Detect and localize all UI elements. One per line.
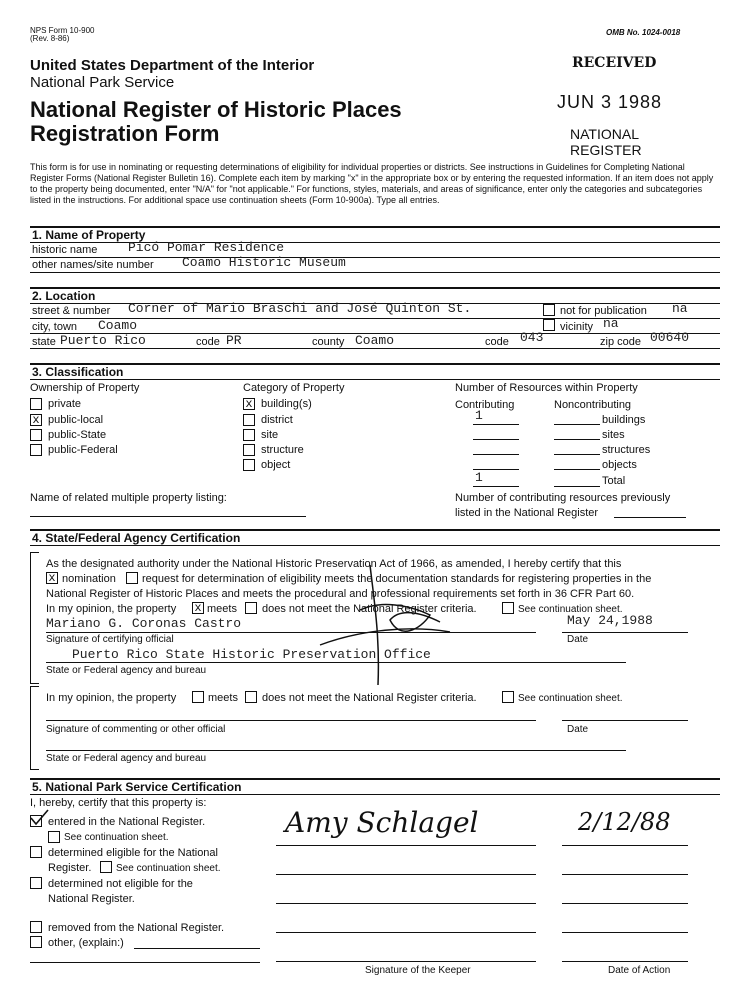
nomination-checkbox[interactable]: x: [46, 572, 58, 584]
stamp-register: REGISTER: [570, 142, 642, 158]
not-for-publication-label: not for publication: [560, 305, 647, 317]
keeper-signature: Amy Schlagel: [285, 806, 479, 839]
determined-not-eligible-label-2: National Register.: [48, 893, 135, 905]
category-site-checkbox[interactable]: [243, 429, 255, 441]
ownership-public-federal-checkbox[interactable]: [30, 444, 42, 456]
cert-text-line3: National Register of Historic Places and meets the procedural and professional requirements set forth in 36 CFR Part 60.: [46, 588, 635, 600]
vicinity-label: vicinity: [560, 321, 594, 333]
ownership-public-federal-label: public-Federal: [48, 444, 118, 456]
zip-value: 00640: [650, 330, 690, 345]
street-label: street & number: [32, 305, 111, 317]
category-object-checkbox[interactable]: [243, 459, 255, 471]
other-names-label: other names/site number: [32, 259, 154, 271]
county-code-label: code: [485, 336, 509, 348]
omb-number: OMB No. 1024-0018: [606, 28, 681, 37]
does-not-meet-checkbox[interactable]: [245, 602, 257, 614]
determined-not-eligible-label-1: determined not eligible for the: [48, 878, 193, 890]
determined-eligible-label-2: Register.: [48, 862, 92, 874]
form-rev: (Rev. 8-86): [30, 34, 70, 43]
keeper-signature-label: Signature of the Keeper: [365, 965, 471, 976]
resource-structures-label: structures: [602, 444, 651, 456]
commenting-continuation-checkbox[interactable]: [502, 691, 514, 703]
meets-checkbox[interactable]: x: [192, 602, 204, 614]
commenting-meets-label: meets: [208, 692, 238, 704]
determined-eligible-label-1: determined eligible for the National: [48, 847, 218, 859]
resource-sites-label: sites: [602, 429, 625, 441]
removed-checkbox[interactable]: [30, 921, 42, 933]
category-heading: Category of Property: [243, 382, 345, 394]
continuation-sheet-checkbox[interactable]: [502, 602, 514, 614]
previously-listed-label-1: Number of contributing resources previously: [455, 492, 671, 504]
category-site-label: site: [261, 429, 279, 441]
cert-text-line2: request for determination of eligibility meets the documentation standards for registering properties in the: [142, 573, 652, 585]
ownership-heading: Ownership of Property: [30, 382, 140, 394]
section-1-title: 1. Name of Property: [32, 228, 146, 242]
other-label: other, (explain:): [48, 937, 124, 949]
noncontributing-heading: Noncontributing: [554, 399, 632, 411]
certifying-bureau-label: State or Federal agency and bureau: [46, 665, 207, 676]
commenting-bureau-label: State or Federal agency and bureau: [46, 753, 207, 764]
historic-name-label: historic name: [32, 244, 98, 256]
ownership-public-state-checkbox[interactable]: [30, 429, 42, 441]
category-structure-label: structure: [261, 444, 304, 456]
form-title-line2: Registration Form: [30, 121, 220, 146]
section-3-title: 3. Classification: [32, 365, 124, 379]
agency: National Park Service: [30, 74, 175, 91]
ownership-private-label: private: [48, 398, 82, 410]
commenting-does-not-meet-label: does not meet the National Register criteria.: [262, 692, 477, 704]
historic-name-value: Picó Pomar Residence: [128, 240, 285, 255]
section-4-title: 4. State/Federal Agency Certification: [32, 531, 241, 545]
certifying-bureau-value: Puerto Rico State Historic Preservation Office: [72, 647, 431, 662]
not-for-publication-checkbox[interactable]: [543, 304, 555, 316]
stamp-national: NATIONAL: [570, 126, 639, 142]
category-object-label: object: [261, 459, 291, 471]
city-label: city, town: [32, 321, 78, 333]
form-id: NPS Form 10-900: [30, 26, 95, 35]
cert-text-line1: As the designated authority under the National Historic Preservation Act of 1966, as amended, I hereby certify that this: [46, 558, 622, 570]
determined-eligible-checkbox[interactable]: [30, 846, 42, 858]
commenting-meets-checkbox[interactable]: [192, 691, 204, 703]
resource-objects-label: objects: [602, 459, 637, 471]
commenting-opinion-label: In my opinion, the property: [46, 692, 177, 704]
other-names-value: Coamo Historic Museum: [182, 255, 346, 270]
section-5-title: 5. National Park Service Certification: [32, 780, 242, 794]
category-structure-checkbox[interactable]: [243, 444, 255, 456]
eligible-continuation-label: See continuation sheet.: [116, 863, 221, 874]
ownership-public-state-label: public-State: [48, 429, 107, 441]
commenting-continuation-label: See continuation sheet.: [518, 693, 623, 704]
state-value: Puerto Rico: [60, 333, 146, 348]
category-building-checkbox[interactable]: x: [243, 398, 255, 410]
vicinity-value: na: [603, 316, 619, 331]
does-not-meet-label: does not meet the National Register criteria.: [262, 603, 477, 615]
opinion-label: In my opinion, the property: [46, 603, 177, 615]
certifying-official-name: Mariano G. Coronas Castro: [46, 616, 242, 631]
date-of-action-label: Date of Action: [608, 965, 671, 976]
not-for-publication-value: na: [672, 301, 688, 316]
previously-listed-label-2: listed in the National Register: [455, 507, 599, 519]
determination-checkbox[interactable]: [126, 572, 138, 584]
removed-label: removed from the National Register.: [48, 922, 225, 934]
certifying-date-value: May 24,1988: [567, 613, 653, 628]
contributing-buildings-value: 1: [475, 408, 483, 423]
ownership-private-checkbox[interactable]: [30, 398, 42, 410]
resources-heading: Number of Resources within Property: [455, 382, 638, 394]
state-code-value: PR: [226, 333, 242, 348]
resource-buildings-label: buildings: [602, 414, 646, 426]
checkmark-icon: [28, 808, 50, 828]
category-district-checkbox[interactable]: [243, 414, 255, 426]
other-checkbox[interactable]: [30, 936, 42, 948]
zip-label: zip code: [600, 336, 641, 348]
county-value: Coamo: [355, 333, 395, 348]
eligible-continuation-checkbox[interactable]: [100, 861, 112, 873]
resource-total-label: Total: [602, 475, 626, 487]
contributing-heading: Contributing: [455, 399, 515, 411]
state-label: state: [32, 336, 56, 348]
certifying-signature-drawing: [300, 560, 470, 690]
keeper-date: 2/12/88: [578, 808, 671, 836]
city-value: Coamo: [98, 318, 138, 333]
ownership-public-local-checkbox[interactable]: x: [30, 414, 42, 426]
ownership-public-local-label: public-local: [48, 414, 104, 426]
entered-continuation-checkbox[interactable]: [48, 831, 60, 843]
stamp-date: JUN 3 1988: [557, 92, 663, 112]
vicinity-checkbox[interactable]: [543, 319, 555, 331]
stamp-received: RECEIVED: [572, 55, 657, 71]
category-building-label: building(s): [261, 398, 312, 410]
commenting-date-label: Date: [567, 724, 589, 735]
state-code-label: code: [196, 336, 220, 348]
form-title-line1: National Register of Historic Places: [30, 97, 402, 122]
meets-label: meets: [207, 603, 237, 615]
multiple-property-label: Name of related multiple property listing:: [30, 492, 227, 504]
determined-not-eligible-checkbox[interactable]: [30, 877, 42, 889]
certifying-signature-label: Signature of certifying official: [46, 634, 174, 645]
commenting-does-not-meet-checkbox[interactable]: [245, 691, 257, 703]
nomination-label: nomination: [62, 573, 116, 585]
entered-label: entered in the National Register.: [48, 816, 206, 828]
county-label: county: [312, 336, 345, 348]
street-value: Corner of Mario Braschi and José Quinton St.: [128, 301, 472, 316]
entered-continuation-label: See continuation sheet.: [64, 832, 169, 843]
certifying-date-label: Date: [567, 634, 589, 645]
county-code-value: 043: [520, 330, 544, 345]
nps-cert-intro: I, hereby, certify that this property is:: [30, 797, 207, 809]
commenting-signature-label: Signature of commenting or other official: [46, 724, 226, 735]
instructions-text: This form is for use in nominating or requesting determinations of eligibility for individual properties or districts. See instructions in Guidelines for Completing National Register Forms (National Register Bulletin 16). Complete each item by marking "x" in the appropriate box or by entering the requested information. If an item does not apply to the property being documented, enter "N/A" for "not applicable." For functions, styles, materials, and areas of significance, enter only the categories and subcategories listed in the instructions. For additional space use continuation sheets (Form 10-900a). Type all entries.: [30, 162, 714, 205]
contributing-total-value: 1: [475, 470, 483, 485]
category-district-label: district: [261, 414, 293, 426]
section-2-title: 2. Location: [32, 289, 96, 303]
continuation-sheet-label: See continuation sheet.: [518, 604, 623, 615]
department: United States Department of the Interior: [30, 57, 315, 74]
